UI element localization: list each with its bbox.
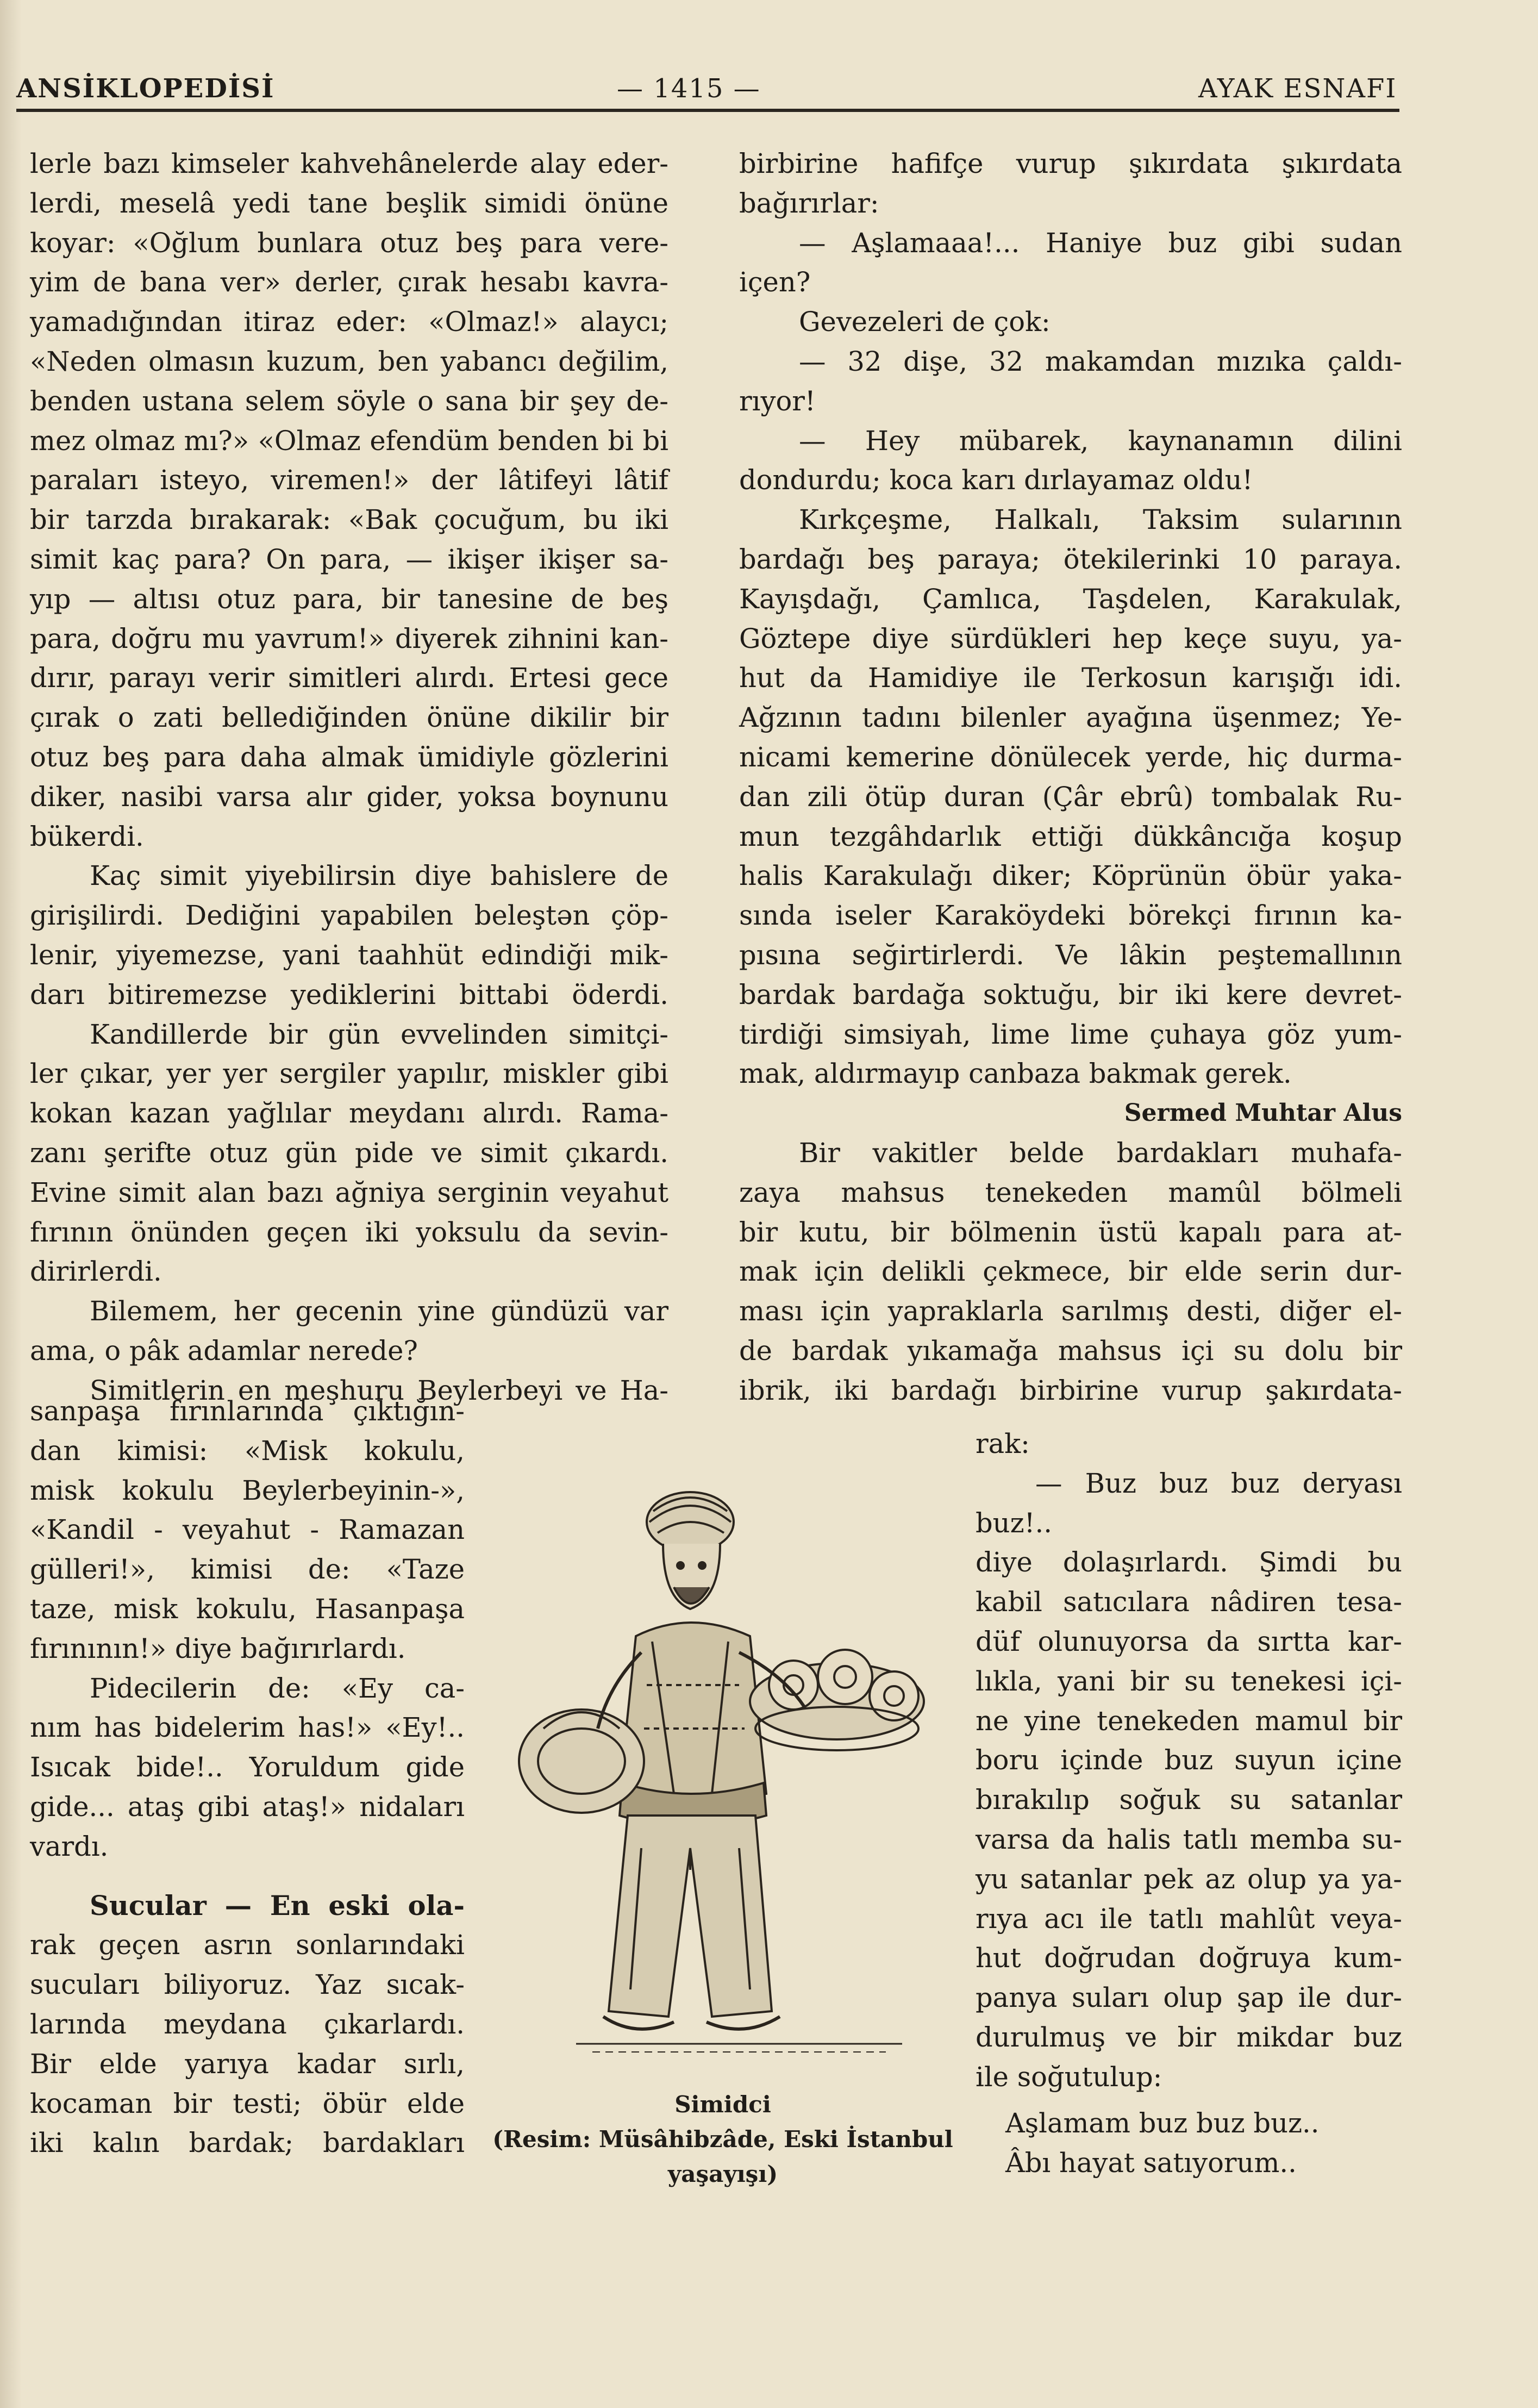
- text-line: koyar: «Oğlum bunlara otuz beş para vere-: [30, 227, 668, 259]
- text-line: Bir elde yarıya kadar sırlı,: [30, 2048, 465, 2080]
- text-line: mak, aldırmayıp canbaza bakmak gerek.: [739, 1058, 1292, 1090]
- right-narrow-column: [976, 1424, 1402, 2097]
- text-line: ne yine tenekeden mamul bir: [976, 1705, 1402, 1737]
- text-line: iki kalın bardak; bardakları: [30, 2127, 465, 2159]
- text-line: otuz beş para daha almak ümidiyle gözlerini: [30, 741, 668, 773]
- verse-block: [1005, 2104, 1386, 2183]
- text-line: fırının önünden geçen iki yoksulu da sevin-: [30, 1216, 668, 1248]
- text-line: diker, nasibi varsa alır gider, yoksa boynunu: [30, 781, 668, 813]
- text-line: para, doğru mu yavrum!» diyerek zihnini kan-: [30, 622, 668, 654]
- dialogue-line: — Aşlamaaa!... Haniye buz gibi sudan: [799, 227, 1402, 259]
- text-line: mez olmaz mı?» «Olmaz efendüm benden bi bi: [30, 425, 668, 457]
- caption-credit-2: yaşayışı): [667, 2161, 778, 2187]
- text-line: simit kaç para? On para, — ikişer ikişer sa-: [30, 543, 668, 575]
- text-line: ile soğutulup:: [976, 2061, 1162, 2093]
- text-line: nım has bidelerim has!» «Ey!..: [30, 1712, 465, 1744]
- text-line: nicami kemerine dönülecek yerde, hiç durma-: [739, 741, 1402, 773]
- left-lower-column: [30, 1392, 465, 2163]
- verse-line: Âbı hayat satıyorum..: [1005, 2147, 1297, 2179]
- text-line: dan zili ötüp duran (Çâr ebrû) tombalak Ru-: [739, 781, 1402, 813]
- text-line: darı bitiremezse yediklerini bittabi öderdi.: [30, 978, 668, 1010]
- text-line: yim de bana ver» derler, çırak hesabı kavra-: [30, 266, 668, 298]
- author-signature: Sermed Muhtar Alus: [1124, 1099, 1402, 1127]
- text-line: mun tezgâhdarlık ettiği dükkâncığa koşup: [739, 820, 1402, 852]
- text-line: kocaman bir testi; öbür elde: [30, 2087, 465, 2119]
- paragraph-start: Bir vakitler belde bardakları muhafa-: [799, 1137, 1402, 1169]
- right-column: [739, 144, 1402, 1411]
- text-line: ması için yapraklarla sarılmış desti, diğer el-: [739, 1295, 1402, 1327]
- text-line: yu satanlar pek az olup ya ya-: [976, 1863, 1402, 1895]
- text-line: ibrik, iki bardağı birbirine vurup şakırdata-: [739, 1374, 1402, 1406]
- text-line: larında meydana çıkarlardı.: [30, 2008, 465, 2040]
- text-line: Isıcak bide!.. Yoruldum gide: [30, 1751, 465, 1783]
- text-line: birbirine hafifçe vurup şıkırdata şıkırdata: [739, 148, 1402, 179]
- text-line: rıyor!: [739, 385, 816, 417]
- dialogue-line: — 32 dişe, 32 makamdan mızıka çaldı-: [799, 345, 1402, 377]
- text-line: misk kokulu Beylerbeyinin-»,: [30, 1474, 465, 1506]
- text-line: gide... ataş gibi ataş!» nidaları: [30, 1791, 465, 1823]
- text-line: benden ustana selem söyle o sana bir şey de-: [30, 385, 668, 417]
- text-line: yıp — altısı otuz para, bir tanesine de beş: [30, 583, 668, 615]
- text-line: zanı şerifte otuz gün pide ve simit çıkardı.: [30, 1137, 668, 1169]
- text-line: pısına seğirtirlerdi. Ve lâkin peştemallının: [739, 939, 1402, 971]
- dialogue-line: — Hey mübarek, kaynanamın dilini: [799, 425, 1402, 457]
- paragraph-start: Pidecilerin de: «Ey ca-: [90, 1672, 465, 1704]
- text-line: mak için delikli çekmece, bir elde serin dur-: [739, 1256, 1402, 1288]
- text-line: dırır, parayı verir simitleri alırdı. Ertesi gece: [30, 662, 668, 694]
- text-line: durulmuş ve bir mikdar buz: [976, 2021, 1402, 2053]
- text-line: sanpaşa fırınlarında çıktığın-: [30, 1395, 465, 1427]
- text-line: rıya acı ile tatlı mahlût veya-: [976, 1902, 1402, 1935]
- text-line: bardak bardağa soktuğu, bir iki kere devret-: [739, 978, 1402, 1010]
- text-line: diye dolaşırlardı. Şimdi bu: [976, 1546, 1402, 1579]
- section-heading-sucular: Sucular — En eski ola-: [90, 1889, 465, 1922]
- text-line: Göztepe diye sürdükleri hep keçe suyu, ya-: [739, 622, 1402, 654]
- header-section-title: ANSİKLOPEDİSİ: [16, 73, 275, 104]
- text-line: lenir, yiyemezse, yani taahhüt edindiği mik-: [30, 939, 668, 971]
- text-line: hut da Hamidiye ile Terkosun karışığı idi.: [739, 662, 1402, 694]
- text-line: taze, misk kokulu, Hasanpaşa: [30, 1593, 465, 1625]
- caption-title: Simidci: [674, 2091, 771, 2118]
- text-line: bırakılıp soğuk su satanlar: [976, 1784, 1402, 1816]
- simit-seller-illustration: [511, 1457, 956, 2082]
- figure-caption: [478, 2087, 967, 2192]
- text-line: bükerdi.: [30, 820, 144, 852]
- text-line: Ağzının tadını bilenler ayağına üşenmez; Ye-: [739, 702, 1402, 734]
- paragraph-start: Bilemem, her gecenin yine gündüzü var: [90, 1295, 668, 1327]
- text-line: rak geçen asrın sonlarındaki: [30, 1929, 465, 1961]
- text-line: dan kimisi: «Misk kokulu,: [30, 1434, 465, 1467]
- text-line: dondurdu; koca karı dırlayamaz oldu!: [739, 464, 1253, 496]
- text-line: bardağı beş paraya; ötekilerinki 10 paraya.: [739, 543, 1402, 575]
- paragraph-start: Kaç simit yiyebilirsin diye bahislere de: [90, 860, 668, 892]
- text-line: lıkla, yani bir su tenekesi içi-: [976, 1665, 1402, 1697]
- text-line: bir tarzda bırakarak: «Bak çocuğum, bu iki: [30, 504, 668, 536]
- text-line: paraları isteyo, viremen!» der lâtifeyi lâtif: [30, 464, 668, 496]
- text-line: kabil satıcılara nâdiren tesa-: [976, 1586, 1402, 1618]
- paragraph-start: Kandillerde bir gün evvelinden simitçi-: [90, 1018, 668, 1050]
- text-line: varsa da halis tatlı memba su-: [976, 1823, 1402, 1855]
- header-article-title: AYAK ESNAFI: [1198, 73, 1397, 104]
- text-line: panya suları olup şap ile dur-: [976, 1982, 1402, 2014]
- text-line: fırınının!» diye bağırırlardı.: [30, 1632, 406, 1664]
- text-line: ler çıkar, yer yer sergiler yapılır, miskler gibi: [30, 1058, 668, 1090]
- text-line: halis Karakulağı diker; Köprünün öbür yaka-: [739, 860, 1402, 892]
- text-line: ama, o pâk adamlar nerede?: [30, 1334, 418, 1367]
- paragraph-start: Simitlerin en meşhuru Beylerbeyi ve Ha-: [90, 1374, 668, 1406]
- text-line: bir kutu, bir bölmenin üstü kapalı para at-: [739, 1216, 1402, 1248]
- text-line: dirirlerdi.: [30, 1256, 162, 1288]
- text-line: zaya mahsus tenekeden mamûl bölmeli: [739, 1176, 1402, 1208]
- text-line: rak:: [976, 1428, 1030, 1459]
- text-line: lerle bazı kimseler kahvehânelerde alay eder-: [30, 148, 668, 179]
- text-line: gülleri!», kimisi de: «Taze: [30, 1554, 465, 1586]
- text-line: kokan kazan yağlılar meydanı alırdı. Rama-: [30, 1097, 668, 1130]
- text-line: çırak o zati bellediğinden önüne dikilir bir: [30, 702, 668, 734]
- text-line: yamadığından itiraz eder: «Olmaz!» alaycı;: [30, 306, 668, 338]
- text-line: de bardak yıkamağa mahsus içi su dolu bir: [739, 1334, 1402, 1367]
- text-line: lerdi, meselâ yedi tane beşlik simidi önüne: [30, 187, 668, 219]
- text-line: vardı.: [30, 1830, 109, 1862]
- caption-credit: (Resim: Müsâhibzâde, Eski İstanbul: [492, 2126, 953, 2153]
- text-line: boru içinde buz suyun içine: [976, 1744, 1402, 1776]
- text-line: bağırırlar:: [739, 187, 879, 219]
- text-line: içen?: [739, 266, 811, 298]
- text-line: girişilirdi. Dediğini yapabilen beleştən çöp-: [30, 900, 668, 932]
- text-line: tirdiği simsiyah, lime lime çuhaya göz yum-: [739, 1018, 1402, 1050]
- left-column: [30, 144, 668, 1411]
- text-line: «Kandil - veyahut - Ramazan: [30, 1514, 465, 1546]
- text-line: Gevezeleri de çok:: [799, 306, 1051, 338]
- page-number: — 1415 —: [617, 73, 761, 104]
- paragraph-start: Kırkçeşme, Halkalı, Taksim sularının: [799, 504, 1402, 536]
- text-line: sında iseler Karaköydeki börekçi fırının ka-: [739, 900, 1402, 932]
- text-line: buz!..: [976, 1507, 1053, 1539]
- text-line: «Neden olmasın kuzum, ben yabancı değilim,: [30, 345, 668, 377]
- header-rule: [16, 109, 1399, 112]
- text-line: Kayışdağı, Çamlıca, Taşdelen, Karakulak,: [739, 583, 1402, 615]
- text-line: hut doğrudan doğruya kum-: [976, 1942, 1402, 1974]
- dialogue-line: — Buz buz buz deryası: [1035, 1467, 1402, 1499]
- text-line: sucuları biliyoruz. Yaz sıcak-: [30, 1969, 465, 2001]
- text-line: Evine simit alan bazı ağniya serginin veyahut: [30, 1176, 668, 1208]
- verse-line: Aşlamam buz buz buz..: [1005, 2107, 1320, 2139]
- text-line: düf olunuyorsa da sırtta kar-: [976, 1625, 1402, 1657]
- paragraph-gap: [30, 1867, 465, 1886]
